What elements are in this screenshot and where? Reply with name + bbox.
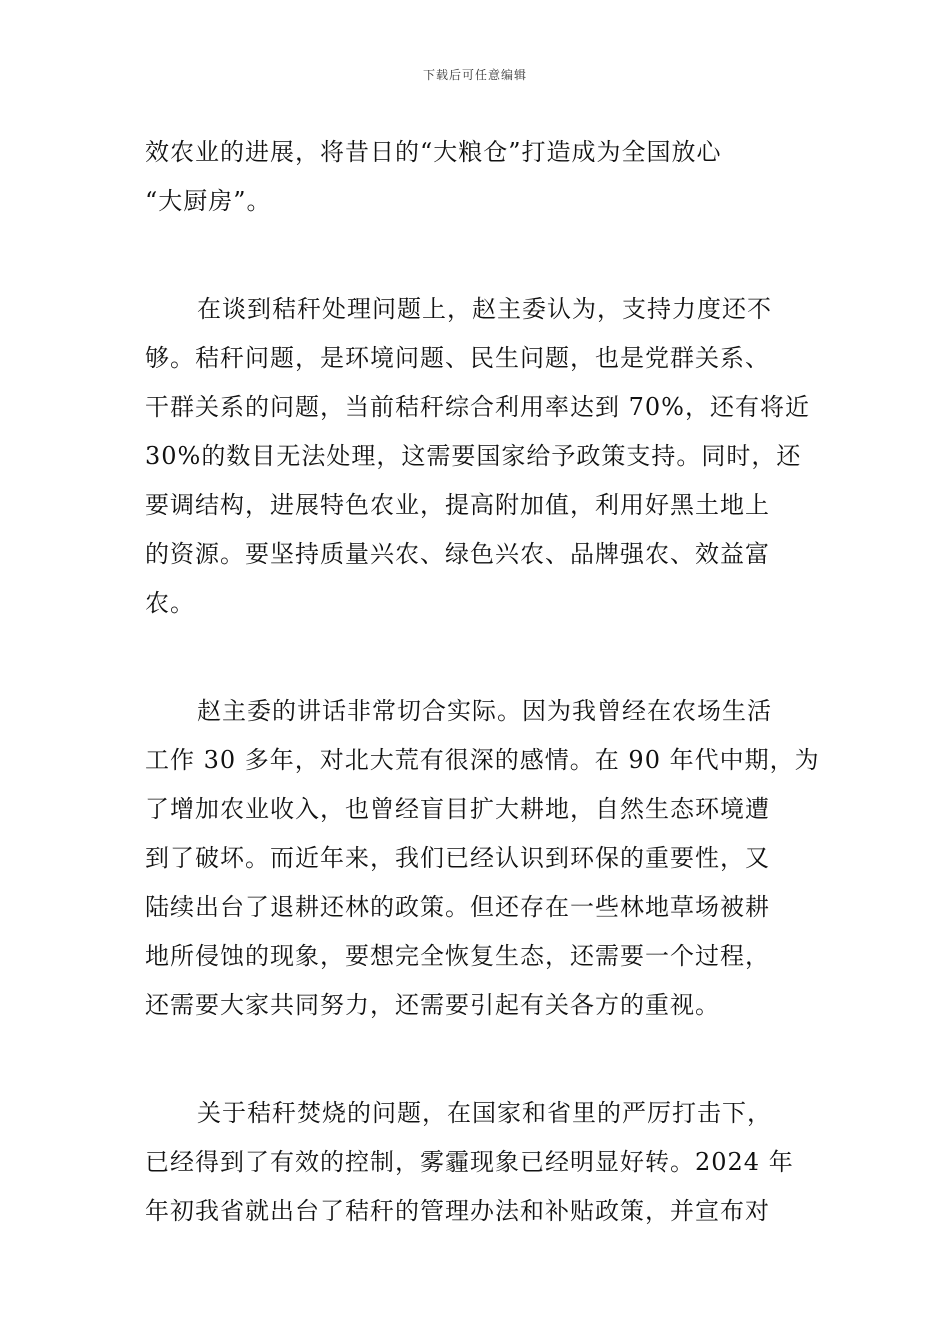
text-line: 工作 30 多年，对北大荒有很深的感情。在 90 年代中期，为 [145, 746, 820, 774]
document-body [145, 128, 820, 1236]
paragraph-gap [145, 226, 807, 285]
text-line: 陆续出台了退耕还林的政策。但还存在一些林地草场被耕 [145, 893, 770, 921]
text-line: 够。秸秆问题，是环境问题、民生问题，也是党群关系、 [145, 344, 770, 372]
text-line: “大厨房”。 [145, 187, 272, 215]
text-line: 还需要大家共同努力，还需要引起有关各方的重视。 [145, 991, 720, 1019]
text-line: 关于秸秆焚烧的问题，在国家和省里的严厉打击下， [197, 1099, 772, 1127]
text-line: 地所侵蚀的现象，要想完全恢复生态，还需要一个过程， [145, 942, 770, 970]
paragraph-gap [145, 1030, 807, 1089]
text-line: 到了破坏。而近年来，我们已经认识到环保的重要性，又 [145, 844, 770, 872]
paragraph-3 [145, 687, 820, 1030]
text-line: 赵主委的讲话非常切合实际。因为我曾经在农场生活 [197, 697, 772, 725]
text-line: 了增加农业收入，也曾经盲目扩大耕地，自然生态环境遭 [145, 795, 770, 823]
paragraph-4 [145, 1089, 807, 1236]
text-line: 年初我省就出台了秸秆的管理办法和补贴政策，并宣布对 [145, 1197, 770, 1225]
page-header-note: 下载后可任意编辑 [422, 68, 527, 82]
text-line: 的资源。要坚持质量兴农、绿色兴农、品牌强农、效益富 [145, 540, 770, 568]
text-line: 在谈到秸秆处理问题上，赵主委认为，支持力度还不 [197, 295, 772, 323]
text-line: 要调结构，进展特色农业，提高附加值，利用好黑土地上 [145, 491, 770, 519]
paragraph-gap [145, 628, 807, 687]
text-line: 农。 [145, 589, 195, 617]
text-line: 已经得到了有效的控制，雾霾现象已经明显好转。2024 年 [145, 1148, 794, 1176]
paragraph-2 [145, 285, 810, 628]
text-line: 效农业的进展，将昔日的“大粮仓”打造成为全国放心 [145, 138, 722, 166]
text-line: 30%的数目无法处理，这需要国家给予政策支持。同时，还 [145, 442, 802, 470]
paragraph-1 [145, 128, 807, 226]
text-line: 干群关系的问题，当前秸秆综合利用率达到 70%，还有将近 [145, 393, 810, 421]
